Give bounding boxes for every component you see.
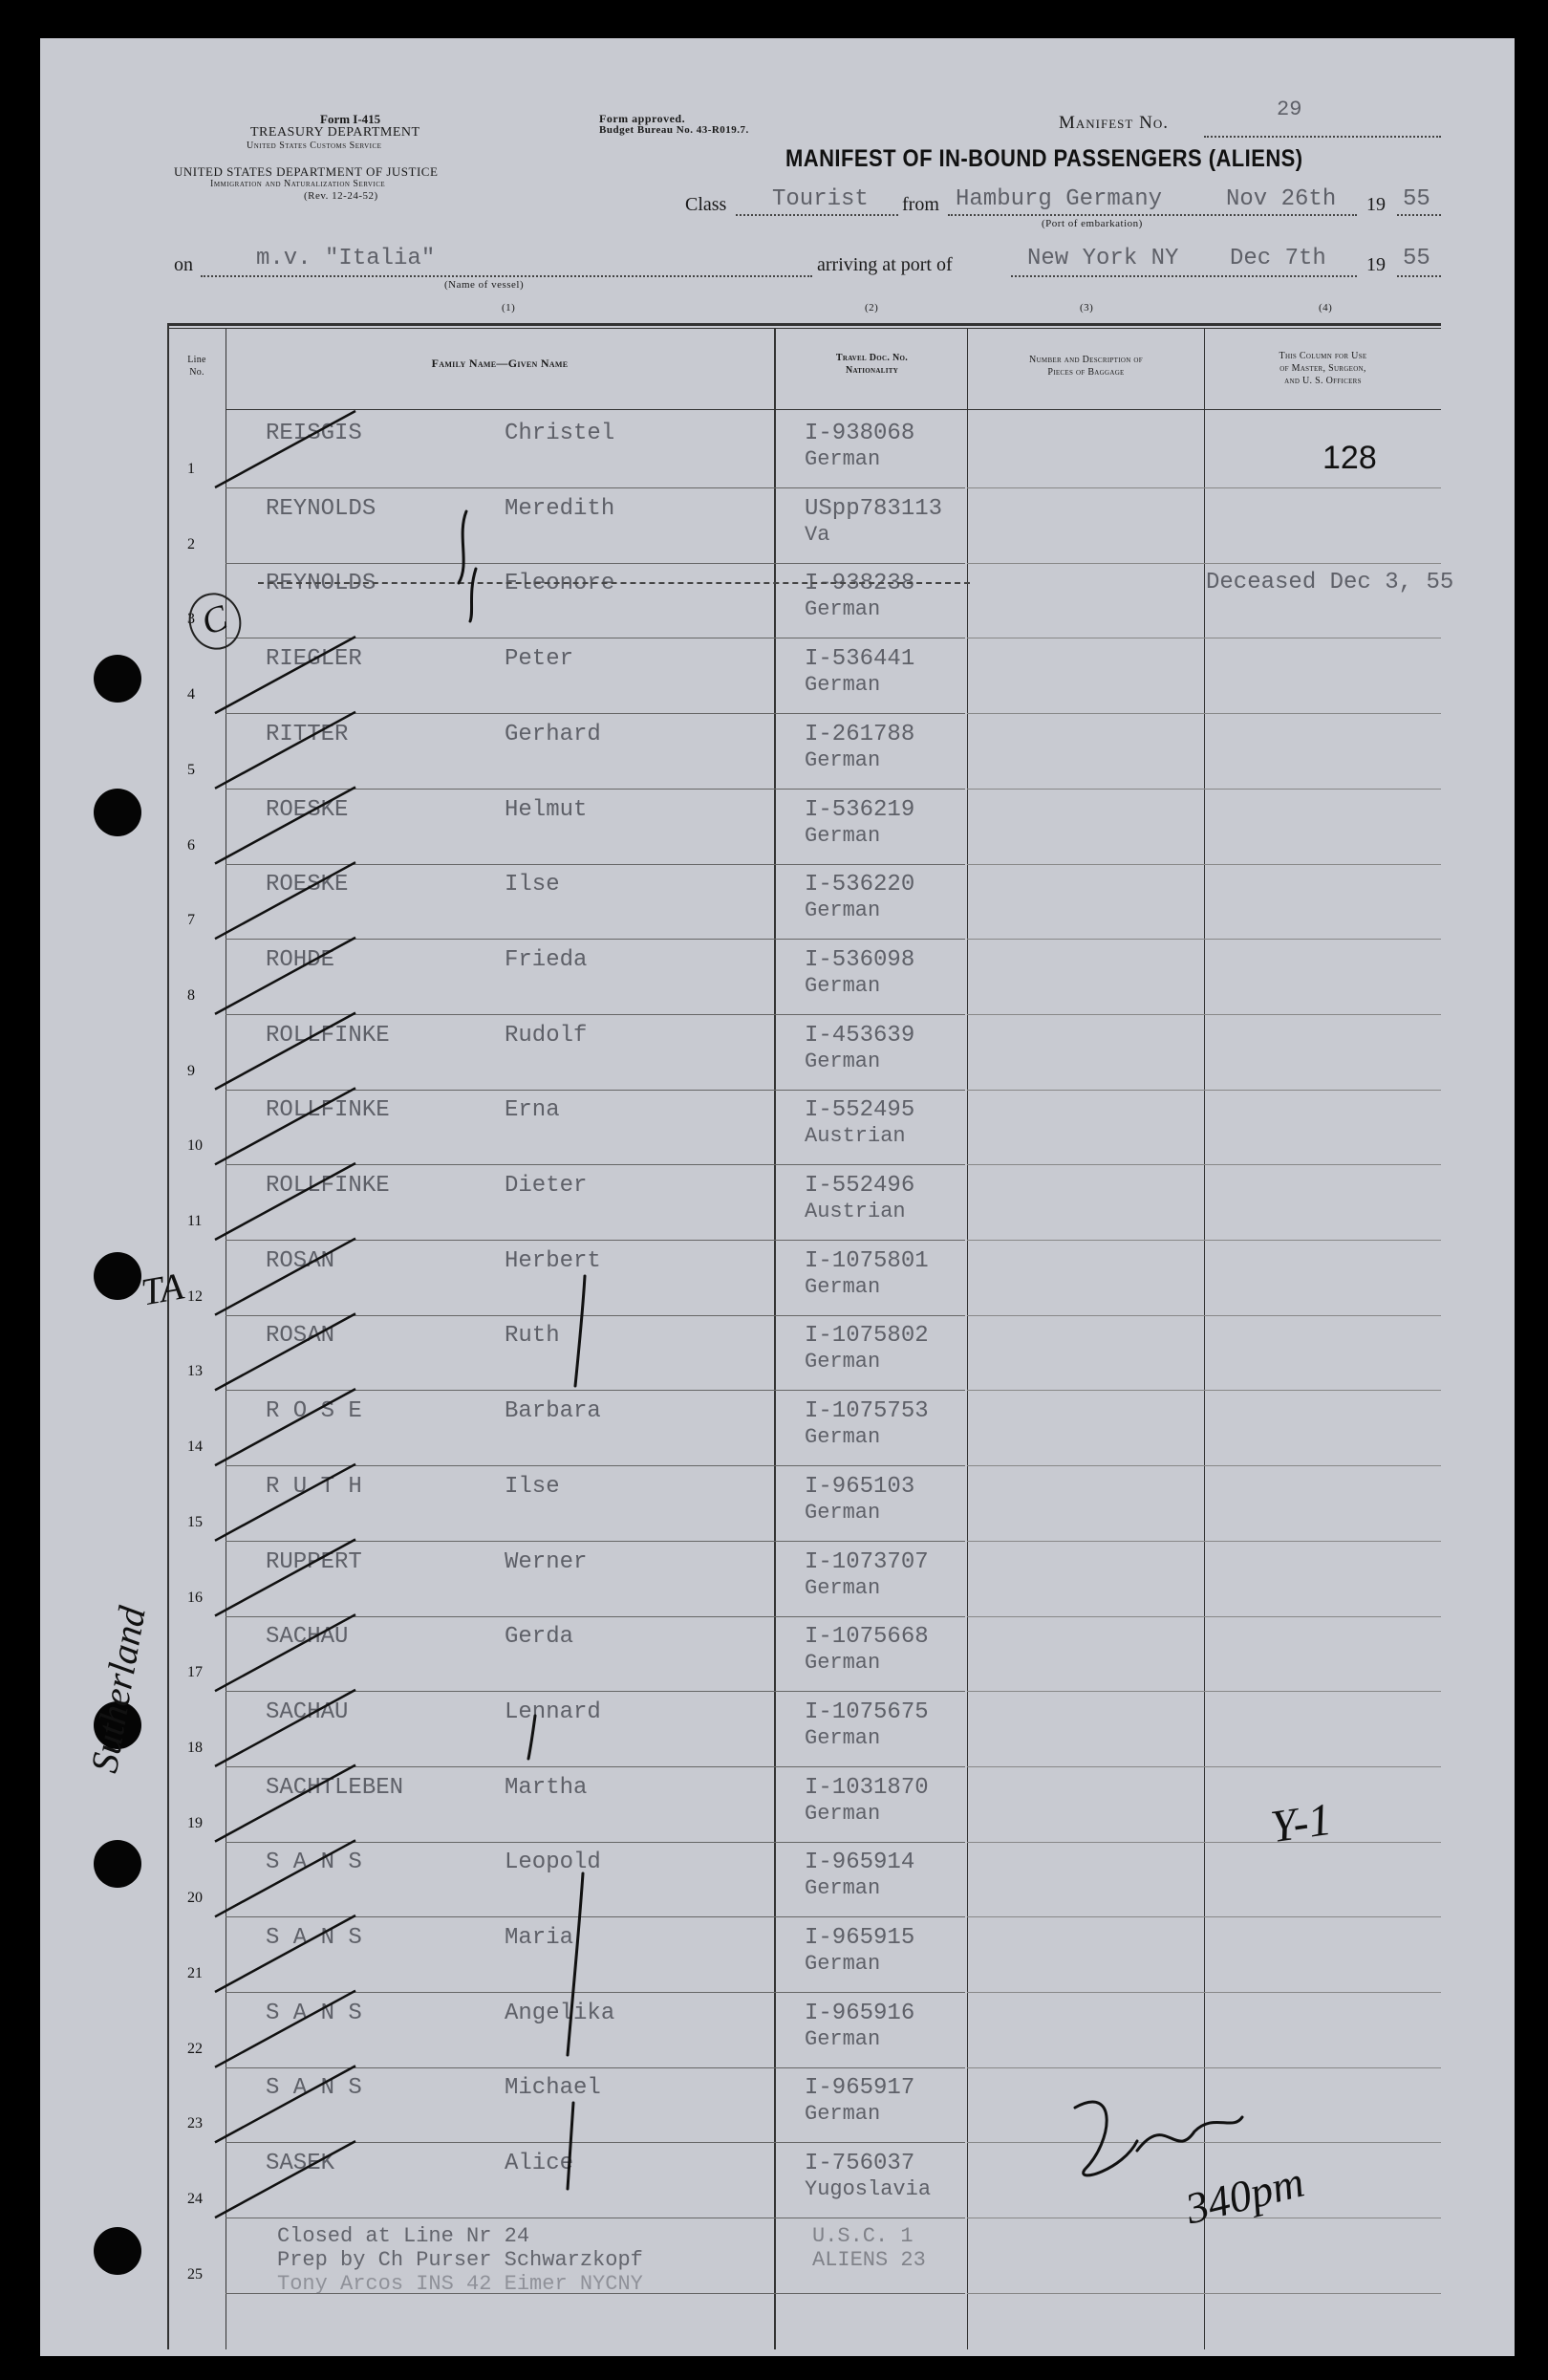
- check-mark: [215, 1163, 355, 1240]
- check-mark: [215, 411, 355, 487]
- margin-signature: Sutherland: [81, 1603, 154, 1776]
- family-name: ROLLFINKE: [266, 1022, 390, 1049]
- arrival-date: Dec 7th: [1230, 246, 1326, 271]
- nationality: German: [805, 1876, 881, 1901]
- nationality: German: [805, 898, 881, 923]
- on-label: on: [174, 254, 193, 275]
- family-name: ROESKE: [266, 872, 349, 898]
- check-mark: [215, 1088, 355, 1164]
- check-mark: [215, 788, 355, 864]
- vessel-caption: (Name of vessel): [444, 279, 525, 291]
- nationality: German: [805, 2102, 881, 2127]
- travel-doc-number: I-756037: [805, 2151, 915, 2177]
- port-embark-caption: (Port of embarkation): [1042, 218, 1143, 229]
- nationality: German: [805, 597, 881, 622]
- travel-doc-number: I-261788: [805, 721, 915, 747]
- deceased-note: Deceased Dec 3, 55: [1206, 570, 1454, 595]
- line-number: 8: [187, 986, 195, 1004]
- travel-doc-number: I-1075675: [805, 1698, 929, 1725]
- col-num-4: (4): [1319, 302, 1333, 314]
- line-number: 20: [187, 1890, 203, 1907]
- margin-initials: TA: [138, 1264, 187, 1314]
- given-name: Angelika: [505, 2000, 615, 2026]
- check-mark: [215, 712, 355, 789]
- travel-doc-number: I-552496: [805, 1173, 915, 1199]
- nationality: German: [805, 747, 881, 772]
- family-name: REYNOLDS: [266, 495, 376, 522]
- family-name: REISGIS: [266, 421, 362, 446]
- nationality: German: [805, 673, 881, 698]
- travel-doc-number: I-536220: [805, 872, 915, 898]
- line-number: 10: [187, 1137, 203, 1155]
- family-name: SACHAU: [266, 1624, 349, 1651]
- col-num-3: (3): [1080, 302, 1094, 314]
- given-name: Peter: [505, 646, 574, 673]
- family-name: SACHAU: [266, 1698, 349, 1725]
- line-number: 22: [187, 2040, 203, 2057]
- family-name: S A N S: [266, 2075, 362, 2102]
- family-name: R O S E: [266, 1398, 362, 1425]
- year-prefix: 19: [1366, 194, 1386, 215]
- given-name: Werner: [505, 1548, 588, 1575]
- line-number: 12: [187, 1287, 203, 1305]
- year-prefix: 19: [1366, 254, 1386, 275]
- nationality: German: [805, 1274, 881, 1299]
- nationality: German: [805, 1952, 881, 1976]
- nationality: Yugoslavia: [805, 2177, 932, 2202]
- check-mark: [215, 1013, 355, 1090]
- nationality: German: [805, 1350, 881, 1374]
- family-name: ROESKE: [266, 796, 349, 823]
- nationality: German: [805, 1425, 881, 1450]
- check-mark: [215, 1540, 355, 1616]
- check-mark: [215, 1690, 355, 1766]
- line-number: 19: [187, 1814, 203, 1831]
- nationality: German: [805, 1651, 881, 1676]
- travel-doc-number: I-965914: [805, 1850, 915, 1876]
- count-annotation: 128: [1322, 440, 1377, 476]
- nationality: German: [805, 1049, 881, 1073]
- arrival-year: 55: [1403, 246, 1430, 271]
- given-name: Leopold: [505, 1850, 601, 1876]
- line-number: 2: [187, 535, 195, 552]
- given-name: Gerhard: [505, 721, 601, 747]
- check-mark: [215, 938, 355, 1014]
- line-number: 4: [187, 686, 195, 703]
- nationality: German: [805, 823, 881, 848]
- check-mark: [215, 2066, 355, 2142]
- given-name: Erna: [505, 1097, 560, 1124]
- line-number: 5: [187, 761, 195, 778]
- family-name: ROHDE: [266, 946, 335, 973]
- travel-doc-number: I-552495: [805, 1097, 915, 1124]
- family-name: ROSAN: [266, 1323, 335, 1350]
- given-name: Helmut: [505, 796, 588, 823]
- family-name: SACHTLEBEN: [266, 1774, 404, 1801]
- given-name: Michael: [505, 2075, 601, 2102]
- manifest-number: 29: [1277, 97, 1302, 121]
- given-name: Rudolf: [505, 1022, 588, 1049]
- embark-year: 55: [1403, 186, 1430, 212]
- check-stroke: [575, 1276, 585, 1386]
- given-name: Ilse: [505, 872, 560, 898]
- nationality: Austrian: [805, 1124, 906, 1149]
- vessel-name: m.v. "Italia": [256, 246, 436, 271]
- given-name: Christel: [505, 421, 615, 446]
- family-name: S A N S: [266, 1925, 362, 1951]
- family-name: R U T H: [266, 1473, 362, 1500]
- line-number: 9: [187, 1062, 195, 1079]
- customs-service: United States Customs Service: [247, 141, 382, 151]
- travel-doc-number: I-1075668: [805, 1624, 929, 1651]
- check-stroke: [528, 1716, 535, 1759]
- header-name: Family Name—Given Name: [431, 357, 569, 370]
- travel-doc-number: I-938238: [805, 571, 915, 597]
- nationality: German: [805, 973, 881, 998]
- signature-stroke: [1137, 2117, 1242, 2151]
- given-name: Herbert: [505, 1247, 601, 1274]
- header-officers: This Column for Use of Master, Surgeon, and U. S. Officers: [1279, 351, 1367, 386]
- nationality: Va: [805, 522, 830, 547]
- line-number: 15: [187, 1513, 203, 1530]
- check-mark: [215, 1765, 355, 1842]
- line-number: 1: [187, 461, 195, 477]
- nationality: German: [805, 1801, 881, 1826]
- class-label: Class: [685, 194, 727, 215]
- treasury-dept: TREASURY DEPARTMENT: [250, 125, 420, 140]
- form-approved: Form approved.: [599, 112, 686, 125]
- travel-doc-number: I-965917: [805, 2075, 915, 2102]
- line-number: 14: [187, 1439, 203, 1456]
- check-mark: [215, 1389, 355, 1465]
- given-name: Meredith: [505, 495, 615, 522]
- family-name: RITTER: [266, 721, 349, 747]
- line-number: 7: [187, 912, 195, 929]
- bracket-stroke: [459, 511, 466, 583]
- line-number: 18: [187, 1739, 203, 1756]
- given-name: Eleonore: [505, 571, 615, 597]
- justice-dept: UNITED STATES DEPARTMENT OF JUSTICE: [174, 164, 439, 179]
- travel-doc-number: I-453639: [805, 1022, 915, 1049]
- nationality: German: [805, 2026, 881, 2051]
- line-number: 24: [187, 2191, 203, 2208]
- signature-stroke: [1075, 2102, 1137, 2175]
- travel-doc-number: I-1031870: [805, 1774, 929, 1801]
- given-name: Maria: [505, 1925, 574, 1951]
- check-mark: [215, 1313, 355, 1390]
- check-mark: [215, 862, 355, 939]
- line-number: 17: [187, 1664, 203, 1681]
- family-name: ROSAN: [266, 1247, 335, 1274]
- travel-doc-number: I-1075801: [805, 1247, 929, 1274]
- header-travel-doc: Travel Doc. No. Nationality: [835, 353, 909, 376]
- travel-doc-number: USpp783113: [805, 495, 943, 522]
- class-value: Tourist: [772, 186, 869, 212]
- manifest-no-label: Manifest No.: [1059, 113, 1169, 133]
- revision: (Rev. 12-24-52): [304, 190, 378, 202]
- family-name: S A N S: [266, 1850, 362, 1876]
- given-name: Dieter: [505, 1173, 588, 1199]
- nationality: German: [805, 1575, 881, 1600]
- from-label: from: [902, 194, 939, 215]
- bracket-stroke: [470, 569, 476, 621]
- given-name: Alice: [505, 2151, 574, 2177]
- check-mark: [215, 2141, 355, 2218]
- given-name: Martha: [505, 1774, 588, 1801]
- line-number: 13: [187, 1363, 203, 1380]
- family-name: RUPPERT: [266, 1548, 362, 1575]
- travel-doc-number: I-1075753: [805, 1398, 929, 1425]
- budget-bureau: Budget Bureau No. 43-R019.7.: [599, 124, 749, 136]
- check-mark: [215, 1915, 355, 1992]
- form-number: Form I-415: [320, 112, 381, 126]
- closing-doc-1: U.S.C. 1: [812, 2224, 914, 2248]
- family-name: S A N S: [266, 2000, 362, 2026]
- header-baggage: Number and Description of Pieces of Baggage: [1029, 355, 1143, 378]
- header-line-no: Line No.: [187, 355, 206, 378]
- col-num-1: (1): [502, 302, 516, 314]
- check-stroke: [568, 2103, 573, 2189]
- nationality: Austrian: [805, 1200, 906, 1223]
- family-name: ROLLFINKE: [266, 1173, 390, 1199]
- closing-line-1: Closed at Line Nr 24: [277, 2224, 530, 2248]
- family-name: RIEGLER: [266, 646, 362, 673]
- closing-doc-2: ALIENS 23: [812, 2248, 926, 2272]
- check-mark: [215, 1991, 355, 2067]
- check-mark: [215, 637, 355, 713]
- document-title: MANIFEST OF IN-BOUND PASSENGERS (ALIENS): [785, 145, 1303, 172]
- handwritten-y1: Y-1: [1267, 1793, 1335, 1853]
- family-name: ROLLFINKE: [266, 1097, 390, 1124]
- travel-doc-number: I-965103: [805, 1473, 915, 1500]
- arriving-label: arriving at port of: [817, 254, 953, 275]
- given-name: Lennard: [505, 1698, 601, 1725]
- given-name: Gerda: [505, 1624, 574, 1651]
- travel-doc-number: I-1075802: [805, 1323, 929, 1350]
- travel-doc-number: I-965915: [805, 1925, 915, 1951]
- travel-doc-number: I-1073707: [805, 1548, 929, 1575]
- check-mark: [215, 1840, 355, 1916]
- col-num-2: (2): [865, 302, 879, 314]
- embark-date: Nov 26th: [1226, 186, 1337, 212]
- travel-doc-number: I-536441: [805, 646, 915, 673]
- travel-doc-number: I-938068: [805, 421, 915, 446]
- given-name: Barbara: [505, 1398, 601, 1425]
- check-mark: [215, 1464, 355, 1541]
- embark-port: Hamburg Germany: [956, 186, 1163, 212]
- family-name: REYNOLDS: [266, 571, 376, 597]
- line-number: 3: [187, 611, 195, 628]
- given-name: Ilse: [505, 1473, 560, 1500]
- line-number: 11: [187, 1213, 203, 1229]
- line-number: 6: [187, 836, 195, 854]
- nationality: German: [805, 447, 881, 471]
- ins-service: Immigration and Naturalization Service: [210, 179, 386, 189]
- nationality: German: [805, 1500, 881, 1525]
- line-number: 23: [187, 2115, 203, 2132]
- closing-line-2: Prep by Ch Purser Schwarzkopf: [277, 2248, 643, 2272]
- arrival-port: New York NY: [1027, 246, 1179, 271]
- check-mark: [215, 1614, 355, 1691]
- check-stroke: [568, 1873, 583, 2055]
- travel-doc-number: I-536098: [805, 946, 915, 973]
- line-number: 25: [187, 2265, 203, 2283]
- circled-mark: C: [181, 586, 248, 658]
- given-name: Ruth: [505, 1323, 560, 1350]
- travel-doc-number: I-965916: [805, 2000, 915, 2026]
- line-number: 16: [187, 1589, 203, 1606]
- family-name: SASEK: [266, 2151, 335, 2177]
- nationality: German: [805, 1725, 881, 1750]
- handwritten-time: 340pm: [1180, 2156, 1309, 2234]
- closing-line-3: Tony Arcos INS 42 Eimer NYCNY: [277, 2272, 643, 2296]
- line-number: 21: [187, 1965, 203, 1981]
- given-name: Frieda: [505, 946, 588, 973]
- travel-doc-number: I-536219: [805, 796, 915, 823]
- check-mark: [215, 1239, 355, 1315]
